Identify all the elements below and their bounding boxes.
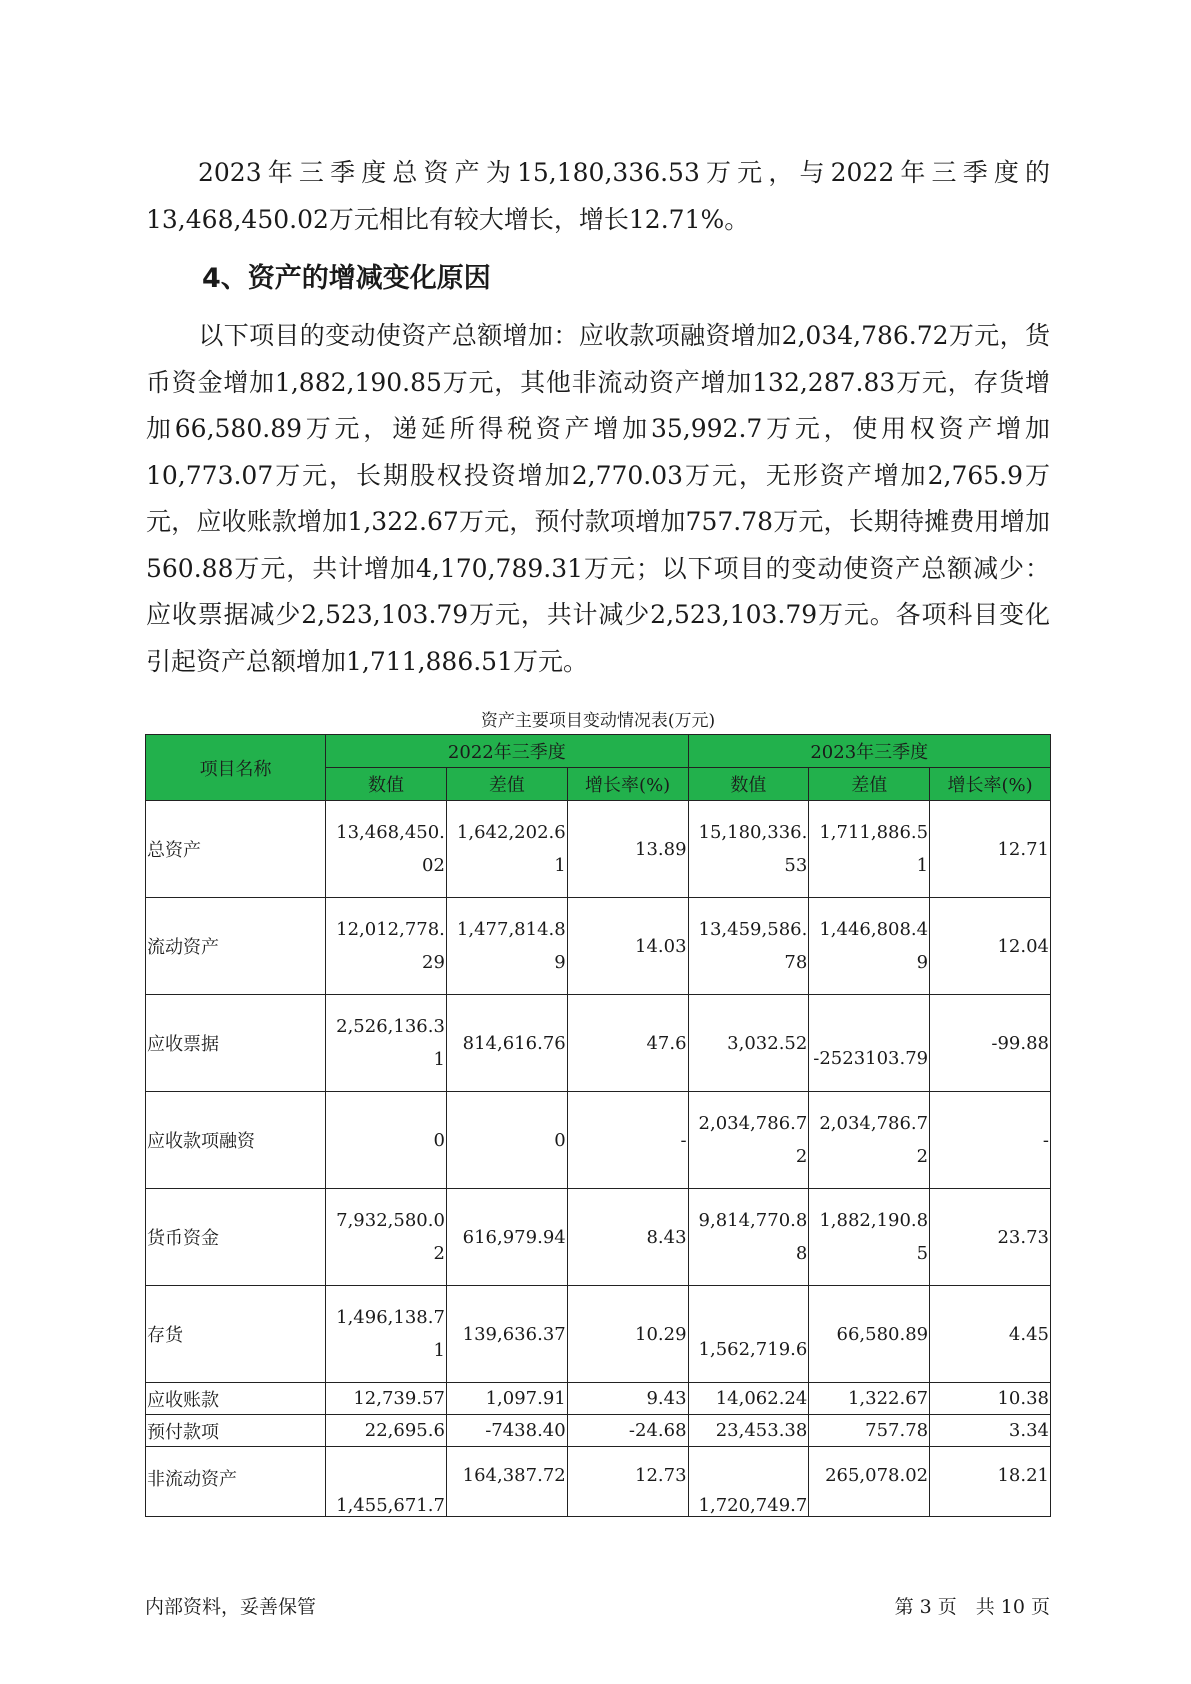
row-name: 预付款项 [146, 1415, 326, 1447]
cell-diff-2023: 2,034,786.72 [809, 1092, 930, 1189]
paragraph-total-assets-text: 2023年三季度总资产为15,180,336.53万元，与2022年三季度的13,468,450.02万元相比有较大增长，增长12.71%。 [146, 158, 1050, 234]
table-caption: 资产主要项目变动情况表(万元) [480, 711, 716, 731]
cell-rate-2022: -24.68 [567, 1415, 688, 1447]
header-value-2022: 数值 [326, 768, 447, 801]
table-row [146, 898, 1051, 995]
table-row [146, 1189, 1051, 1286]
table-row [146, 1383, 1051, 1415]
cell-rate-2022: 8.43 [567, 1189, 688, 1286]
row-name: 存货 [146, 1286, 326, 1383]
row-name: 货币资金 [146, 1189, 326, 1286]
cell-rate-2022: 9.43 [567, 1383, 688, 1415]
cell-diff-2023: 265,078.02 [809, 1447, 930, 1517]
table-row [146, 1415, 1051, 1447]
cell-diff-2023: 1,322.67 [809, 1383, 930, 1415]
cell-value-2022: 13,468,450.02 [326, 801, 447, 898]
cell-diff-2022: 1,097.91 [446, 1383, 567, 1415]
cell-value-2023: 9,814,770.88 [688, 1189, 809, 1286]
row-name: 非流动资产 [146, 1447, 326, 1517]
cell-rate-2023: 23.73 [930, 1189, 1051, 1286]
cell-diff-2022: 164,387.72 [446, 1447, 567, 1517]
cell-rate-2022: 13.89 [567, 801, 688, 898]
paragraph-change-reasons [146, 313, 1050, 685]
row-name: 应收款项融资 [146, 1092, 326, 1189]
cell-rate-2022: 12.73 [567, 1447, 688, 1517]
header-period-2022: 2022年三季度 [326, 735, 688, 768]
asset-change-table [145, 734, 1051, 1517]
cell-diff-2022: 139,636.37 [446, 1286, 567, 1383]
cell-diff-2023: 1,446,808.49 [809, 898, 930, 995]
table-row [146, 995, 1051, 1092]
cell-value-2023: 2,034,786.72 [688, 1092, 809, 1189]
cell-rate-2023: 4.45 [930, 1286, 1051, 1383]
cell-value-2022: 0 [326, 1092, 447, 1189]
cell-diff-2022: 616,979.94 [446, 1189, 567, 1286]
cell-diff-2023: 1,711,886.51 [809, 801, 930, 898]
cell-value-2022: 1,496,138.71 [326, 1286, 447, 1383]
cell-value-2023: 14,062.24 [688, 1383, 809, 1415]
cell-rate-2023: 12.71 [930, 801, 1051, 898]
cell-diff-2023: 66,580.89 [809, 1286, 930, 1383]
cell-value-2023: 13,459,586.78 [688, 898, 809, 995]
cell-value-2022: 7,932,580.02 [326, 1189, 447, 1286]
cell-diff-2022: 0 [446, 1092, 567, 1189]
cell-diff-2023: 757.78 [809, 1415, 930, 1447]
cell-diff-2022: 1,642,202.61 [446, 801, 567, 898]
cell-value-2023: 3,032.52 [688, 995, 809, 1092]
row-name: 总资产 [146, 801, 326, 898]
cell-value-2023: 23,453.38 [688, 1415, 809, 1447]
footer-page-number: 第 3 页 共 10 页 [894, 1596, 1050, 1618]
cell-rate-2022: 14.03 [567, 898, 688, 995]
header-value-2023: 数值 [688, 768, 809, 801]
cell-value-2022: 2,526,136.31 [326, 995, 447, 1092]
header-rate-2022: 增长率(%) [567, 768, 688, 801]
table-row [146, 1447, 1051, 1517]
cell-rate-2023: 10.38 [930, 1383, 1051, 1415]
header-period-2023: 2023年三季度 [688, 735, 1050, 768]
cell-value-2023: 1,720,749.7 [688, 1447, 809, 1517]
cell-value-2023: 15,180,336.53 [688, 801, 809, 898]
cell-rate-2022: 47.6 [567, 995, 688, 1092]
footer-confidential-note: 内部资料，妥善保管 [145, 1596, 317, 1618]
cell-rate-2022: 10.29 [567, 1286, 688, 1383]
cell-rate-2023: 3.34 [930, 1415, 1051, 1447]
cell-diff-2022: -7438.40 [446, 1415, 567, 1447]
cell-value-2022: 1,455,671.7 [326, 1447, 447, 1517]
table-row [146, 1092, 1051, 1189]
cell-value-2022: 12,739.57 [326, 1383, 447, 1415]
header-diff-2022: 差值 [446, 768, 567, 801]
cell-diff-2022: 1,477,814.89 [446, 898, 567, 995]
table-row [146, 1286, 1051, 1383]
cell-value-2022: 22,695.6 [326, 1415, 447, 1447]
paragraph-total-assets [146, 150, 1050, 243]
row-name: 应收票据 [146, 995, 326, 1092]
table-row [146, 801, 1051, 898]
header-rate-2023: 增长率(%) [930, 768, 1051, 801]
paragraph-change-reasons-text: 以下项目的变动使资产总额增加：应收款项融资增加2,034,786.72万元，货币资金增加1,882,190.85万元，其他非流动资产增加132,287.83万元，存货增加66,580.89万元，递延所得税资产增加35,992.7万元，使用权资产增加10,773.07万元，长期股权投资增加2,770.03万元，无形资产增加2,765.9万元，应收账款增加1,322.67万元，预付款项增加757.78万元，长期待摊费用增加560.88万元，共计增加4,170,789.31万元；以下项目的变动使资产总额减少：应收票据减少2,523,103.79万元，共计减少2,523,103.79万元。各项科目变化引起资产总额增加1,711,886.51万元。 [146, 321, 1050, 676]
row-name: 应收账款 [146, 1383, 326, 1415]
cell-value-2023: 1,562,719.6 [688, 1286, 809, 1383]
row-name: 流动资产 [146, 898, 326, 995]
cell-diff-2023: -2523103.79 [809, 995, 930, 1092]
cell-rate-2023: 12.04 [930, 898, 1051, 995]
cell-diff-2023: 1,882,190.85 [809, 1189, 930, 1286]
header-item-name: 项目名称 [146, 735, 326, 801]
cell-value-2022: 12,012,778.29 [326, 898, 447, 995]
cell-diff-2022: 814,616.76 [446, 995, 567, 1092]
section-heading: 4、资产的增减变化原因 [202, 263, 491, 294]
header-diff-2023: 差值 [809, 768, 930, 801]
cell-rate-2022: - [567, 1092, 688, 1189]
cell-rate-2023: 18.21 [930, 1447, 1051, 1517]
cell-rate-2023: - [930, 1092, 1051, 1189]
cell-rate-2023: -99.88 [930, 995, 1051, 1092]
